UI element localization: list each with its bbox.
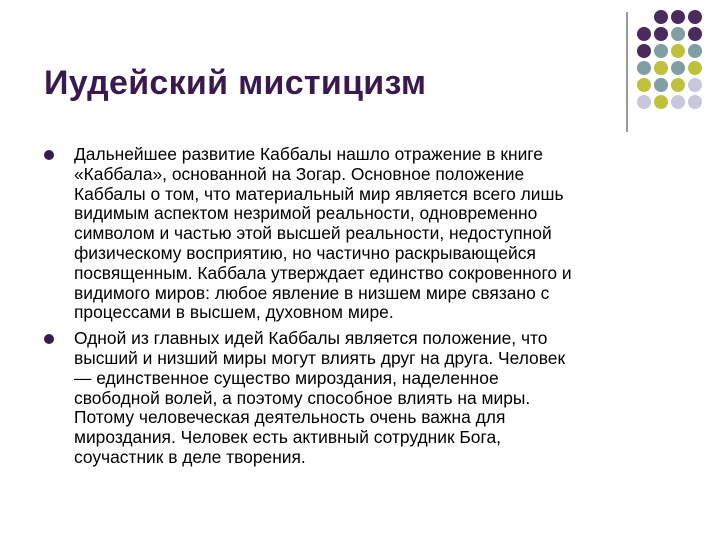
bullet-text-line: Каббалы о том, что материальный мир является всего лишь	[74, 183, 564, 204]
bullet-dot-icon	[44, 334, 54, 344]
bullet-text-line: физическому восприятию, но частично раскрывающейся	[74, 242, 536, 263]
decorative-dot	[688, 78, 702, 92]
title-divider-line	[626, 12, 628, 132]
bullet-list	[44, 145, 684, 474]
decorative-dot	[688, 95, 702, 109]
bullet-text-line: процессами в высшем, духовном мире.	[74, 302, 394, 323]
dot-spacer	[637, 10, 651, 24]
decorative-dot	[654, 27, 668, 41]
decorative-dot	[688, 27, 702, 41]
decorative-dot	[637, 78, 651, 92]
decorative-dot	[637, 61, 651, 75]
decorative-dot	[688, 10, 702, 24]
decorative-dot	[654, 61, 668, 75]
decorative-dot	[671, 78, 685, 92]
bullet-text-line: видимым аспектом незримой реальности, одновременно	[74, 203, 538, 224]
slide-title: Иудейский мистицизм	[44, 64, 427, 102]
bullet-text-line: посвященным. Каббала утверждает единство сокровенного и	[74, 262, 572, 283]
bullet-text-line: «Каббала», основанной на Зогар. Основное положение	[74, 163, 525, 184]
bullet-text-line: мироздания. Человек есть активный сотрудник Бога,	[74, 427, 501, 448]
decorative-dot	[637, 95, 651, 109]
decorative-dot	[654, 44, 668, 58]
decorative-dot	[671, 61, 685, 75]
bullet-text-line: Одной из главных идей Каббалы является положение, что	[74, 328, 548, 349]
decorative-dot	[637, 44, 651, 58]
bullet-text-line: высший и низший миры могут влиять друг на друга. Человек	[74, 347, 566, 368]
bullet-text-line: видимого миров: любое явление в низшем мире связано с	[74, 282, 550, 303]
bullet-text-line: Дальнейшее развитие Каббалы нашло отражение в книге	[74, 144, 543, 164]
decorative-dot	[671, 44, 685, 58]
decorative-dot	[654, 78, 668, 92]
bullet-item	[44, 329, 684, 468]
bullet-item	[44, 145, 684, 323]
decorative-dot	[654, 10, 668, 24]
decorative-dot	[688, 44, 702, 58]
bullet-dot-icon	[44, 150, 54, 160]
bullet-text-line: свободной волей, а поэтому способное влиять на миры.	[74, 387, 531, 408]
decorative-dot-grid	[637, 10, 702, 109]
decorative-dot	[671, 95, 685, 109]
bullet-text-line: Потому человеческая деятельность очень важна для	[74, 407, 506, 428]
decorative-dot	[671, 10, 685, 24]
bullet-text-line: — единственное существо мироздания, наделенное	[74, 367, 499, 388]
decorative-dot	[654, 95, 668, 109]
decorative-dot	[688, 61, 702, 75]
decorative-dot	[671, 27, 685, 41]
bullet-text-line: соучастник в деле творения.	[74, 446, 306, 467]
decorative-dot	[637, 27, 651, 41]
bullet-text-line: символом и частью этой высшей реальности, недоступной	[74, 223, 552, 244]
